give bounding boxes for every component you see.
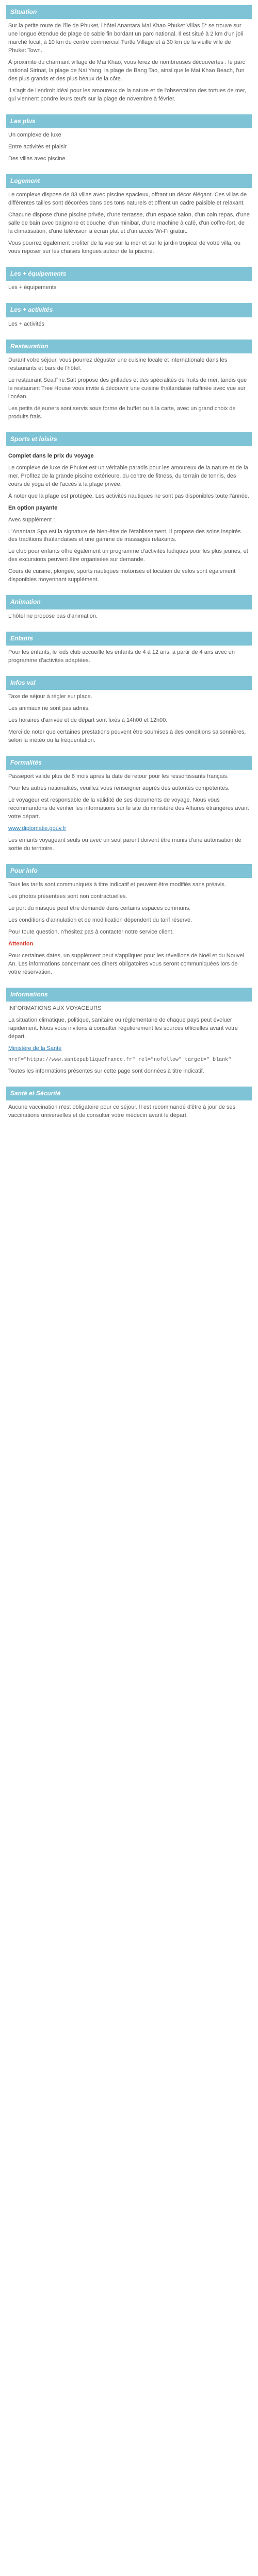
paragraph: Cours de cuisine, plongée, sports nautiques motorisés et location de vélos sont également disponibles moyennant supplément. bbox=[8, 568, 236, 583]
paragraph: Pour les enfants, le kids club accueille les enfants de 4 à 12 ans, à partir de 4 ans avec un programme d'activités adaptées. bbox=[8, 649, 235, 664]
subsection-title: En option payante bbox=[8, 504, 58, 511]
code-snippet: href="https://www.santepubliquefrance.fr" rel="nofollow" target="_blank" bbox=[8, 1057, 232, 1063]
paragraph: Le voyageur est responsable de la validité de ses documents de voyage. Nous vous recommandons de vérifier les informations sur le site du ministère des Affaires étrangères avant votre départ. bbox=[8, 797, 249, 820]
section-title-sante: Santé et Sécurité bbox=[6, 1087, 252, 1100]
section-title-pourinfo: Pour info bbox=[6, 864, 252, 878]
section-infos bbox=[6, 690, 252, 751]
list-item: Des villas avec piscine bbox=[8, 156, 66, 162]
paragraph: Le club pour enfants offre également un programme d'activités ludiques pour les plus jeunes, et des excursions peuvent être organisées sur demande. bbox=[8, 548, 248, 563]
section-sante bbox=[6, 1100, 252, 1126]
paragraph: L'Anantara Spa est la signature de bien-être de l'établissement. Il propose des soins inspirés des traditions thaïlandaises et une gamme de massages relaxants. bbox=[8, 528, 241, 543]
section-title-restauration: Restauration bbox=[6, 340, 252, 353]
section-plus bbox=[6, 128, 252, 169]
diplomatie-link[interactable]: www.diplomatie.gouv.fr bbox=[8, 825, 67, 832]
paragraph: Les enfants voyageant seuls ou avec un seul parent doivent être munis d'une autorisation de sortie du territoire. bbox=[8, 837, 241, 852]
paragraph: Les petits déjeuners sont servis sous forme de buffet ou à la carte, avec un grand choix de produits frais. bbox=[8, 405, 236, 420]
paragraph: Le restaurant Sea.Fire.Salt propose des grillades et des spécialités de fruits de mer, tandis que le restaurant Tree House vous invite à découvrir une cuisine thaïlandaise raffinée avec vue sur l'océan. bbox=[8, 377, 247, 400]
section-equipements bbox=[6, 281, 252, 298]
section-formalites bbox=[6, 770, 252, 859]
attention-title: Attention bbox=[8, 940, 34, 947]
section-animation bbox=[6, 609, 252, 626]
list-item: Les + équipements bbox=[8, 284, 57, 291]
section-activites bbox=[6, 317, 252, 334]
section-title-logement: Logement bbox=[6, 174, 252, 188]
paragraph: Aucune vaccination n'est obligatoire pour ce séjour. Il est recommandé d'être à jour de ses vaccinations universelles et de consulter votre médecin avant le départ. bbox=[8, 1104, 236, 1119]
section-situation bbox=[6, 19, 252, 109]
paragraph: La situation climatique, politique, sanitaire ou réglementaire de chaque pays peut évoluer rapidement. Nous vous invitons à consulter régulièrement les sources officielles avant votre départ. bbox=[8, 1016, 238, 1040]
paragraph: Toutes les informations présentes sur cette page sont données à titre indicatif. bbox=[8, 1068, 204, 1075]
section-title-informations: Informations bbox=[6, 988, 252, 1002]
paragraph: Le complexe dispose de 83 villas avec piscine spacieux, offrant un décor élégant. Ces villas de différentes tailles sont décorées dans des tons naturels et offrent un cadre paisible et relaxant. bbox=[8, 192, 247, 207]
paragraph: INFORMATIONS AUX VOYAGEURS bbox=[8, 1005, 102, 1011]
paragraph: Le complexe de luxe de Phuket est un véritable paradis pour les amoureux de la nature et de la mer. Profitez de la grande piscine extérieure, du centre de fitness, du terrain de tennis, des cours de yoga et de l'accès à la plage privée. bbox=[8, 464, 248, 487]
section-title-formalites: Formalités bbox=[6, 756, 252, 770]
paragraph: Sur la petite route de l'île de Phuket, l'hôtel Anantara Mai Khao Phuket Villas 5* se trouve sur une longue étendue de plage de sable fin bordant un parc national. Il est situé à 2 km d'un joli marché local, à 10 km du centre commercial Turtle Village et à 30 km de la vieille ville de Phuket Town. bbox=[8, 23, 244, 54]
section-title-animation: Animation bbox=[6, 595, 252, 609]
section-title-sports: Sports et loisirs bbox=[6, 432, 252, 446]
paragraph: À noter que la plage est protégée. Les activités nautiques ne sont pas disponibles toute l'année. bbox=[8, 493, 249, 499]
paragraph: Les horaires d'arrivée et de départ sont fixés à 14h00 et 12h00. bbox=[8, 717, 168, 724]
spacer bbox=[6, 1126, 252, 1131]
section-pourinfo bbox=[6, 878, 252, 982]
page bbox=[0, 5, 258, 1131]
paragraph: Pour les autres nationalités, veuillez vous renseigner auprès des autorités compétentes. bbox=[8, 785, 230, 792]
paragraph: Pour certaines dates, un supplément peut s'appliquer pour les réveillons de Noël et du Nouvel An. Les informations concernant ces dîners obligatoires vous seront communiquées lors de votre réservation. bbox=[8, 952, 245, 975]
paragraph: Les animaux ne sont pas admis. bbox=[8, 705, 90, 712]
paragraph: Il s'agit de l'endroit idéal pour les amoureux de la nature et de l'observation des tortues de mer, qui viennent pondre leurs œufs sur la plage de novembre à février. bbox=[8, 87, 247, 102]
section-title-activites: Les + activités bbox=[6, 303, 252, 317]
list-item: Un complexe de luxe bbox=[8, 132, 61, 139]
section-informations bbox=[6, 1002, 252, 1081]
list-item: Entre activités et plaisir bbox=[8, 144, 67, 150]
paragraph: Chacune dispose d'une piscine privée, d'une terrasse, d'un espace salon, d'un coin repas, d'une salle de bain avec baignoire et douche, d'un minibar, d'une machine à café, d'un coffre-fort, de la climatisation, d'une télévision à écran plat et d'un accès Wi-Fi gratuit. bbox=[8, 212, 250, 235]
section-title-enfants: Enfants bbox=[6, 632, 252, 646]
paragraph: Merci de noter que certaines prestations peuvent être soumises à des conditions saisonnières, selon la météo ou la fréquentation. bbox=[8, 728, 246, 743]
section-title-infos: Infos val bbox=[6, 676, 252, 690]
section-sports bbox=[6, 446, 252, 590]
paragraph: Passeport valide plus de 6 mois après la date de retour pour les ressortissants français. bbox=[8, 773, 229, 780]
list-item: Les + activités bbox=[8, 320, 45, 327]
paragraph: Vous pourrez également profiter de la vue sur la mer et sur le jardin tropical de votre villa, ou vous reposer sur les chaises longues autour de la piscine. bbox=[8, 240, 241, 255]
paragraph: Pour toute question, n'hésitez pas à contacter notre service client. bbox=[8, 928, 174, 935]
paragraph: Avec supplément : bbox=[8, 516, 55, 523]
section-enfants bbox=[6, 646, 252, 671]
paragraph: Taxe de séjour à régler sur place. bbox=[8, 693, 92, 700]
paragraph: Tous les tarifs sont communiqués à titre indicatif et peuvent être modifiés sans préavis. bbox=[8, 882, 226, 888]
paragraph: Le port du masque peut être demandé dans certains espaces communs. bbox=[8, 905, 191, 911]
paragraph: L'hôtel ne propose pas d'animation. bbox=[8, 613, 98, 619]
paragraph: Durant votre séjour, vous pourrez déguster une cuisine locale et internationale dans les restaurants et bars de l'hôtel. bbox=[8, 357, 228, 371]
section-logement bbox=[6, 188, 252, 262]
paragraph: À proximité du charmant village de Mai Khao, vous ferez de nombreuses découvertes : le parc national Sirinat, la plage de Nai Yang, la plage de Bang Tao, ainsi que le Mai Khao Beach, l'un des plus grands et des plus beaux de la côte. bbox=[8, 59, 246, 82]
paragraph: Les conditions d'annulation et de modification dépendent du tarif réservé. bbox=[8, 917, 192, 923]
section-restauration bbox=[6, 353, 252, 427]
sante-link[interactable]: Ministère de la Santé bbox=[8, 1045, 62, 1052]
section-title-equipements: Les + équipements bbox=[6, 267, 252, 281]
section-title-situation: Situation bbox=[6, 5, 252, 19]
paragraph: Les photos présentées sont non contractuelles. bbox=[8, 893, 127, 900]
section-title-plus: Les plus bbox=[6, 114, 252, 128]
subsection-title: Complet dans le prix du voyage bbox=[8, 452, 94, 459]
